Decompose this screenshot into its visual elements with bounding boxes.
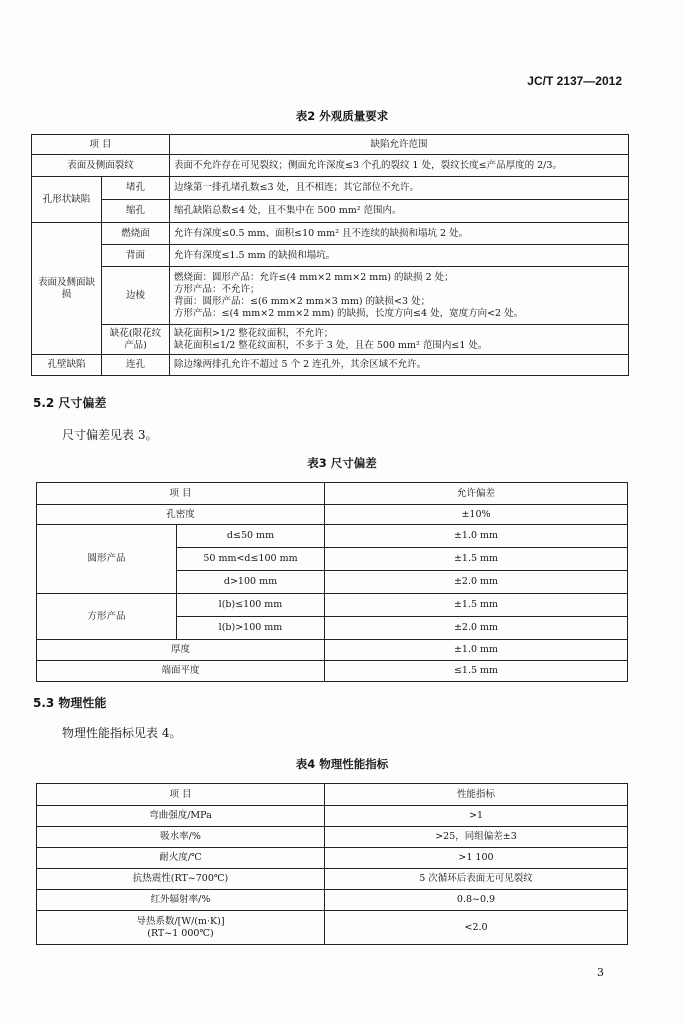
table4-header-index: 性能指标 [325, 784, 628, 806]
table2-edge-line: 背面：圆形产品：≤(6 mm×2 mm×3 mm) 的缺损<3 处； [174, 295, 431, 307]
table2-header-range: 缺陷允许范围 [170, 135, 629, 155]
table2-row-text: 除边缘两排孔允许不超过 5 个 2 连孔外，其余区域不允许。 [170, 355, 629, 376]
table3-header-item: 项 目 [37, 483, 325, 505]
section-5-3-text: 物理性能指标见表 4。 [62, 726, 182, 740]
table3-label: 端面平度 [37, 661, 325, 682]
table2-row-text: 允许有深度≤1.5 mm 的缺损和塌坑。 [170, 245, 629, 267]
table4 [36, 783, 628, 945]
table2-row-label: 表面及侧面裂纹 [32, 155, 170, 177]
section-5-3-heading: 5.3 物理性能 [33, 696, 107, 710]
table4-value: >1 100 [325, 848, 628, 869]
table2-flower-cell [170, 325, 629, 355]
table2-edge-cell [170, 267, 629, 325]
table2-row-label: 孔壁缺陷 [32, 355, 102, 376]
table2-row-text: 缩孔缺陷总数≤4 处，且不集中在 500 mm² 范围内。 [170, 200, 629, 223]
table2-sub-label: 缺花(限花纹产品) [102, 325, 170, 355]
table2-caption: 表2 外观质量要求 [295, 109, 389, 123]
standard-number: JC/T 2137—2012 [527, 74, 622, 88]
table2-sub-label: 燃烧面 [102, 223, 170, 245]
table3-group-square: 方形产品 [37, 594, 177, 640]
table2-flower-line: 缺花面积>1/2 整花纹面积，不允许； [174, 327, 334, 339]
table2-row-text: 允许有深度≤0.5 mm、面积≤10 mm² 且不连续的缺损和塌坑 2 处。 [170, 223, 629, 245]
table4-item: 弯曲强度/MPa [37, 806, 325, 827]
table2-edge-line: 方形产品：不允许； [174, 283, 260, 295]
table4-item-line: (RT~1 000℃) [147, 927, 214, 939]
table2-header-item: 项 目 [32, 135, 170, 155]
table4-value: >1 [325, 806, 628, 827]
table3-value: ±10% [325, 505, 628, 525]
table4-value: <2.0 [325, 911, 628, 945]
table2-edge-line: 方形产品：≤(4 mm×2 mm×2 mm) 的缺损，长度方向≤4 处，宽度方向<2 处。 [174, 307, 524, 319]
table4-item: 吸水率/% [37, 827, 325, 848]
table2-sub-label: 连孔 [102, 355, 170, 376]
table2-edge-line: 燃烧面：圆形产品：允许≤(4 mm×2 mm×2 mm) 的缺损 2 处； [174, 271, 454, 283]
table3-value: ±1.0 mm [325, 640, 628, 661]
table3-sub-label: d≤50 mm [177, 525, 325, 548]
page-number: 3 [597, 966, 604, 979]
table2-sub-label: 堵孔 [102, 177, 170, 200]
table4-value: 5 次循环后表面无可见裂纹 [325, 869, 628, 890]
section-5-2-heading: 5.2 尺寸偏差 [33, 396, 107, 410]
table3-value: ±2.0 mm [325, 571, 628, 594]
table2-group-surface: 表面及侧面缺损 [32, 223, 102, 355]
table3-value: ±1.0 mm [325, 525, 628, 548]
table2-group-hole: 孔形状缺陷 [32, 177, 102, 223]
table4-caption: 表4 物理性能指标 [295, 757, 389, 771]
table2 [31, 134, 629, 376]
table3-sub-label: d>100 mm [177, 571, 325, 594]
table3-header-tolerance: 允许偏差 [325, 483, 628, 505]
table2-row-text: 边缘第一排孔堵孔数≤3 处，且不相连；其它部位不允许。 [170, 177, 629, 200]
table3-value: ±2.0 mm [325, 617, 628, 640]
table4-header-item: 项 目 [37, 784, 325, 806]
table3-label: 孔密度 [37, 505, 325, 525]
table2-sub-label: 边棱 [102, 267, 170, 325]
table3-label: 厚度 [37, 640, 325, 661]
section-5-2-text: 尺寸偏差见表 3。 [62, 428, 158, 442]
table3-value: ≤1.5 mm [325, 661, 628, 682]
table3-sub-label: l(b)≤100 mm [177, 594, 325, 617]
table4-item-thermal [37, 911, 325, 945]
table3-sub-label: l(b)>100 mm [177, 617, 325, 640]
table4-item: 耐火度/℃ [37, 848, 325, 869]
table3-value: ±1.5 mm [325, 594, 628, 617]
table4-item: 抗热震性(RT~700℃) [37, 869, 325, 890]
table4-item: 红外辐射率/% [37, 890, 325, 911]
table2-sub-label: 缩孔 [102, 200, 170, 223]
table3-caption: 表3 尺寸偏差 [307, 456, 377, 470]
table3 [36, 482, 628, 682]
table2-row-text: 表面不允许存在可见裂纹；侧面允许深度≤3 个孔的裂纹 1 处，裂纹长度≤产品厚度的 2/3。 [170, 155, 629, 177]
table3-sub-label: 50 mm<d≤100 mm [177, 548, 325, 571]
table2-flower-line: 缺花面积≤1/2 整花纹面积，不多于 3 处，且在 500 mm² 范围内≤1 处。 [174, 339, 488, 351]
table4-item-line: 导热系数/[W/(m·K)] [136, 915, 225, 927]
table4-value: >25，同组偏差±3 [325, 827, 628, 848]
table3-value: ±1.5 mm [325, 548, 628, 571]
table2-sub-label: 背面 [102, 245, 170, 267]
table3-group-round: 圆形产品 [37, 525, 177, 594]
table4-value: 0.8~0.9 [325, 890, 628, 911]
